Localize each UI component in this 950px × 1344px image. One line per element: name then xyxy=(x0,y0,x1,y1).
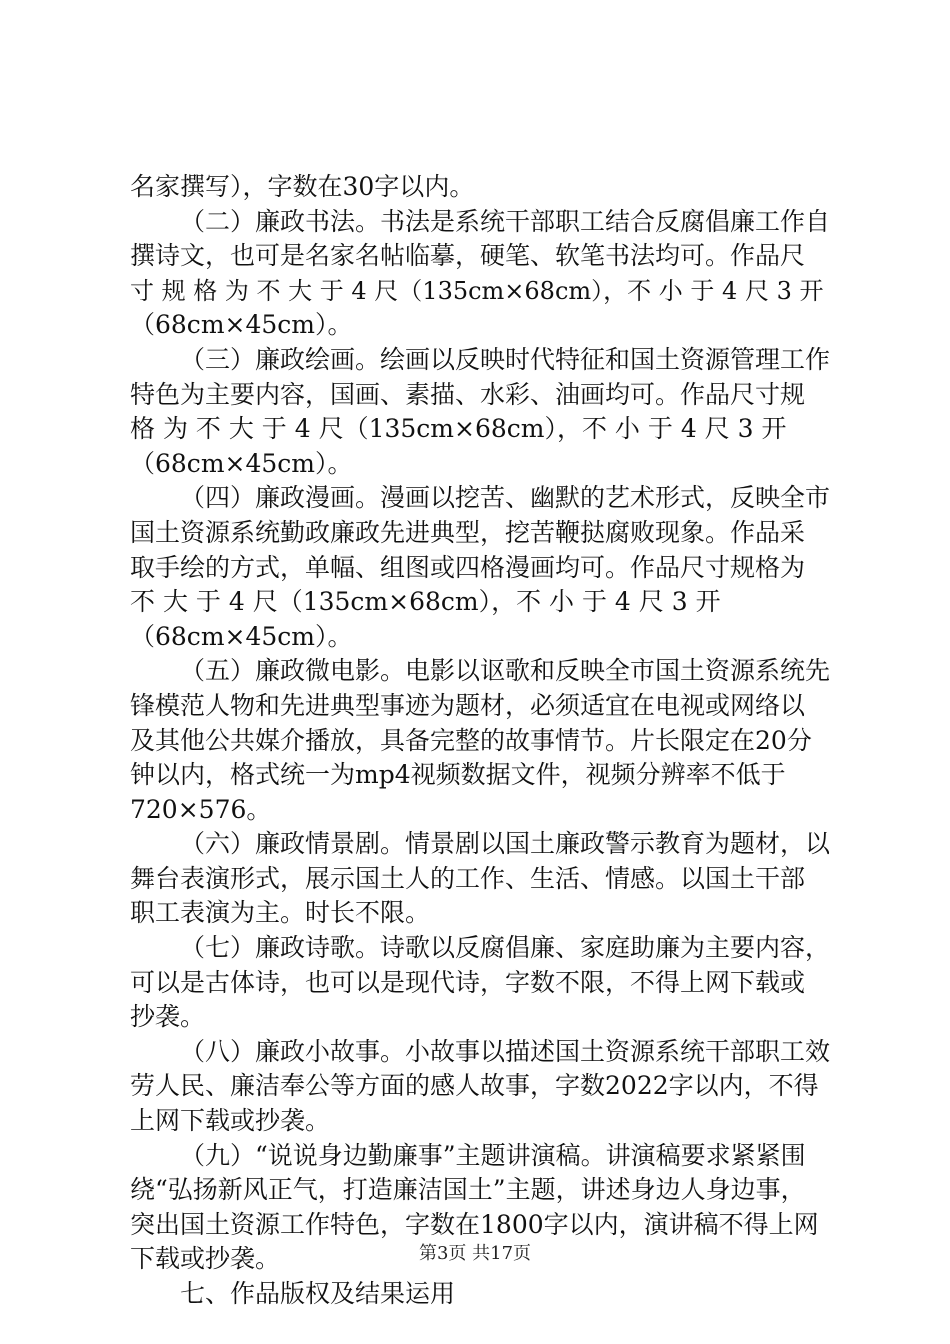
text-line: 可以是古体诗，也可以是现代诗，字数不限，不得上网下载或 xyxy=(130,967,806,997)
section-heading-story: （八）廉政小故事。小故事以描述国土资源系统干部职工效 xyxy=(180,1036,831,1066)
section-heading-poetry: （七）廉政诗歌。诗歌以反腐倡廉、家庭助廉为主要内容， xyxy=(180,933,831,963)
text-line: 下载或抄袭。 xyxy=(130,1244,281,1274)
text-line: 舞台表演形式，展示国土人的工作、生活、情感。以国土干部 xyxy=(130,863,806,893)
section-heading-drama: （六）廉政情景剧。情景剧以国土廉政警示教育为题材，以 xyxy=(180,829,831,859)
page-number-footer: 第3页 共17页 xyxy=(418,1243,532,1264)
section-heading-cartoon: （四）廉政漫画。漫画以挖苦、幽默的艺术形式，反映全市 xyxy=(180,483,831,513)
text-line: 劳人民、廉洁奉公等方面的感人故事，字数2022字以内，不得 xyxy=(130,1071,819,1101)
section-heading-painting: （三）廉政绘画。绘画以反映时代特征和国土资源管理工作 xyxy=(180,344,831,374)
text-line: 撰诗文，也可是名家名帖临摹，硬笔、软笔书法均可。作品尺 xyxy=(130,241,806,271)
text-line: 绕“弘扬新风正气，打造廉洁国土”主题，讲述身边人身边事， xyxy=(130,1175,806,1205)
text-line: 抄袭。 xyxy=(130,1002,206,1032)
text-line: 及其他公共媒介播放，具备完整的故事情节。片长限定在20分 xyxy=(130,725,812,755)
text-line: 取手绘的方式，单幅、组图或四格漫画均可。作品尺寸规格为 xyxy=(130,552,806,582)
text-line: （68cm×45cm）。 xyxy=(130,310,353,340)
text-line: 职工表演为主。时长不限。 xyxy=(130,898,431,928)
section-heading-micro-film: （五）廉政微电影。电影以讴歌和反映全市国土资源系统先 xyxy=(180,656,831,686)
text-line: 格 为 不 大 于 4 尺（135cm×68cm），不 小 于 4 尺 3 开 xyxy=(130,414,787,444)
text-line: （68cm×45cm）。 xyxy=(130,621,353,651)
text-line: 上网下载或抄袭。 xyxy=(130,1106,331,1136)
text-line: 钟以内，格式统一为mp4视频数据文件，视频分辨率不低于 xyxy=(130,760,786,790)
text-line: 特色为主要内容，国画、素描、水彩、油画均可。作品尺寸规 xyxy=(130,379,806,409)
text-line: 不 大 于 4 尺（135cm×68cm），不 小 于 4 尺 3 开 xyxy=(130,587,721,617)
document-body xyxy=(130,170,830,1312)
chapter-heading: 七、作品版权及结果运用 xyxy=(180,1279,456,1308)
text-line: 寸 规 格 为 不 大 于 4 尺（135cm×68cm），不 小 于 4 尺 3 开 xyxy=(130,276,824,305)
text-line: 名家撰写），字数在30字以内。 xyxy=(130,172,475,201)
text-line: 国土资源系统勤政廉政先进典型，挖苦鞭挞腐败现象。作品采 xyxy=(130,517,806,547)
text-line: 锋模范人物和先进典型事迹为题材，必须适宜在电视或网络以 xyxy=(130,690,806,720)
text-line: 突出国土资源工作特色，字数在1800字以内，演讲稿不得上网 xyxy=(130,1209,819,1239)
text-line: 720×576。 xyxy=(130,794,272,824)
section-heading-speech: （九）“说说身边勤廉事”主题讲演稿。讲演稿要求紧紧围 xyxy=(180,1140,806,1170)
section-heading-calligraphy: （二）廉政书法。书法是系统干部职工结合反腐倡廉工作自 xyxy=(180,206,831,236)
text-line: （68cm×45cm）。 xyxy=(130,448,353,478)
